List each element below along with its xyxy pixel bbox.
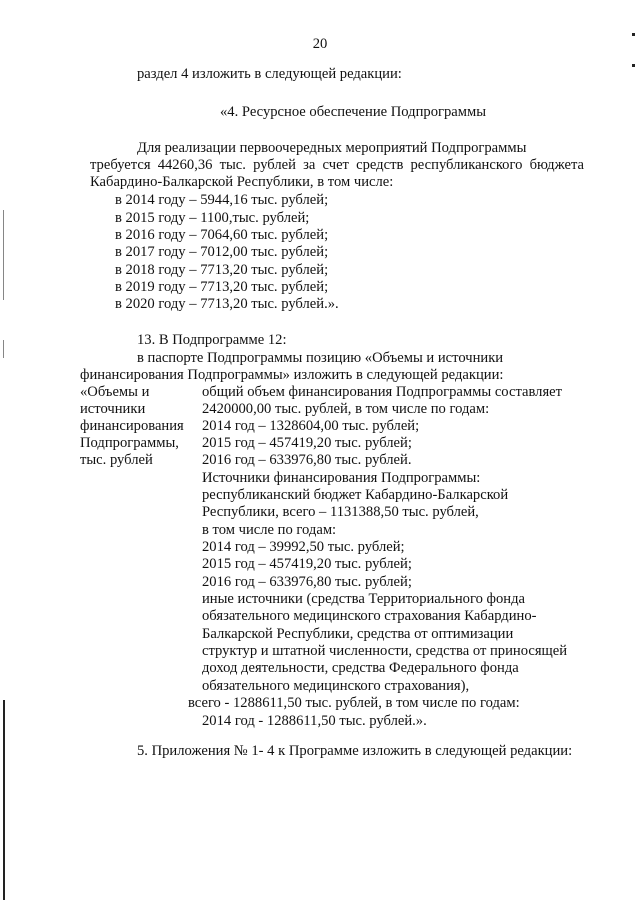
passport-line: республиканский бюджет Кабардино-Балкарской: [202, 487, 509, 503]
page-number: 20: [312, 36, 328, 52]
passport-line: 2014 год – 39992,50 тыс. рублей;: [202, 539, 405, 555]
year-list-item: в 2016 году – 7064,60 тыс. рублей;: [115, 227, 329, 243]
passport-line: 2016 год – 633976,80 тыс. рублей.: [202, 452, 412, 468]
year-list-item: в 2020 году – 7713,20 тыс. рублей.».: [115, 296, 339, 312]
section-heading: «4. Ресурсное обеспечение Подпрограммы: [220, 104, 487, 120]
passport-line: структур и штатной численности, средства от приносящей: [202, 643, 568, 659]
passport-line: 2016 год – 633976,80 тыс. рублей;: [202, 574, 412, 590]
passport-line: Балкарской Республики, средства от оптимизации: [202, 626, 514, 642]
passport-label: тыс. рублей: [80, 452, 153, 468]
passport-line: 2420000,00 тыс. рублей, в том числе по годам:: [202, 401, 490, 417]
scan-mark: [632, 64, 635, 67]
scan-mark: [3, 340, 4, 358]
passport-line: доход деятельности, средства Федерального фонда: [202, 660, 519, 676]
scan-mark: [3, 210, 4, 300]
paragraph1-line2: требуется 44260,36 тыс. рублей за счет средств республиканского бюджета: [90, 157, 584, 173]
passport-line: обязательного медицинского страхования),: [202, 678, 470, 694]
passport-line: общий объем финансирования Подпрограммы составляет: [202, 384, 563, 400]
item13-line2: финансирования Подпрограммы» изложить в следующей редакции:: [80, 367, 504, 383]
passport-line: 2014 год – 1328604,00 тыс. рублей;: [202, 418, 420, 434]
passport-line: 2015 год – 457419,20 тыс. рублей;: [202, 435, 412, 451]
passport-line: всего - 1288611,50 тыс. рублей, в том числе по годам:: [188, 695, 520, 711]
year-list-item: в 2015 году – 1100,тыс. рублей;: [115, 210, 310, 226]
passport-line: обязательного медицинского страхования Кабардино-: [202, 608, 537, 624]
passport-line: в том числе по годам:: [202, 522, 337, 538]
passport-label: «Объемы и: [80, 384, 150, 400]
item5-line: 5. Приложения № 1- 4 к Программе изложить в следующей редакции:: [137, 743, 573, 759]
paragraph1-line1: Для реализации первоочередных мероприятий Подпрограммы: [137, 140, 527, 156]
passport-label: Подпрограммы,: [80, 435, 179, 451]
year-list-item: в 2019 году – 7713,20 тыс. рублей;: [115, 279, 329, 295]
paragraph1-line3: Кабардино-Балкарской Республики, в том числе:: [90, 174, 394, 190]
passport-line: Источники финансирования Подпрограммы:: [202, 470, 481, 486]
item13-line1: в паспорте Подпрограммы позицию «Объемы и источники: [137, 350, 504, 366]
passport-line: 2014 год - 1288611,50 тыс. рублей.».: [202, 713, 427, 729]
scan-mark: [632, 33, 635, 36]
passport-line: иные источники (средства Территориального фонда: [202, 591, 525, 607]
year-list-item: в 2018 году – 7713,20 тыс. рублей;: [115, 262, 329, 278]
year-list-item: в 2017 году – 7012,00 тыс. рублей;: [115, 244, 329, 260]
passport-line: Республики, всего – 1131388,50 тыс. рублей,: [202, 504, 479, 520]
passport-line: 2015 год – 457419,20 тыс. рублей;: [202, 556, 412, 572]
passport-label: финансирования: [80, 418, 184, 434]
passport-label: источники: [80, 401, 146, 417]
intro-line: раздел 4 изложить в следующей редакции:: [137, 66, 402, 82]
year-list-item: в 2014 году – 5944,16 тыс. рублей;: [115, 192, 329, 208]
scan-mark: [3, 700, 5, 900]
item13-heading: 13. В Подпрограмме 12:: [137, 332, 287, 348]
